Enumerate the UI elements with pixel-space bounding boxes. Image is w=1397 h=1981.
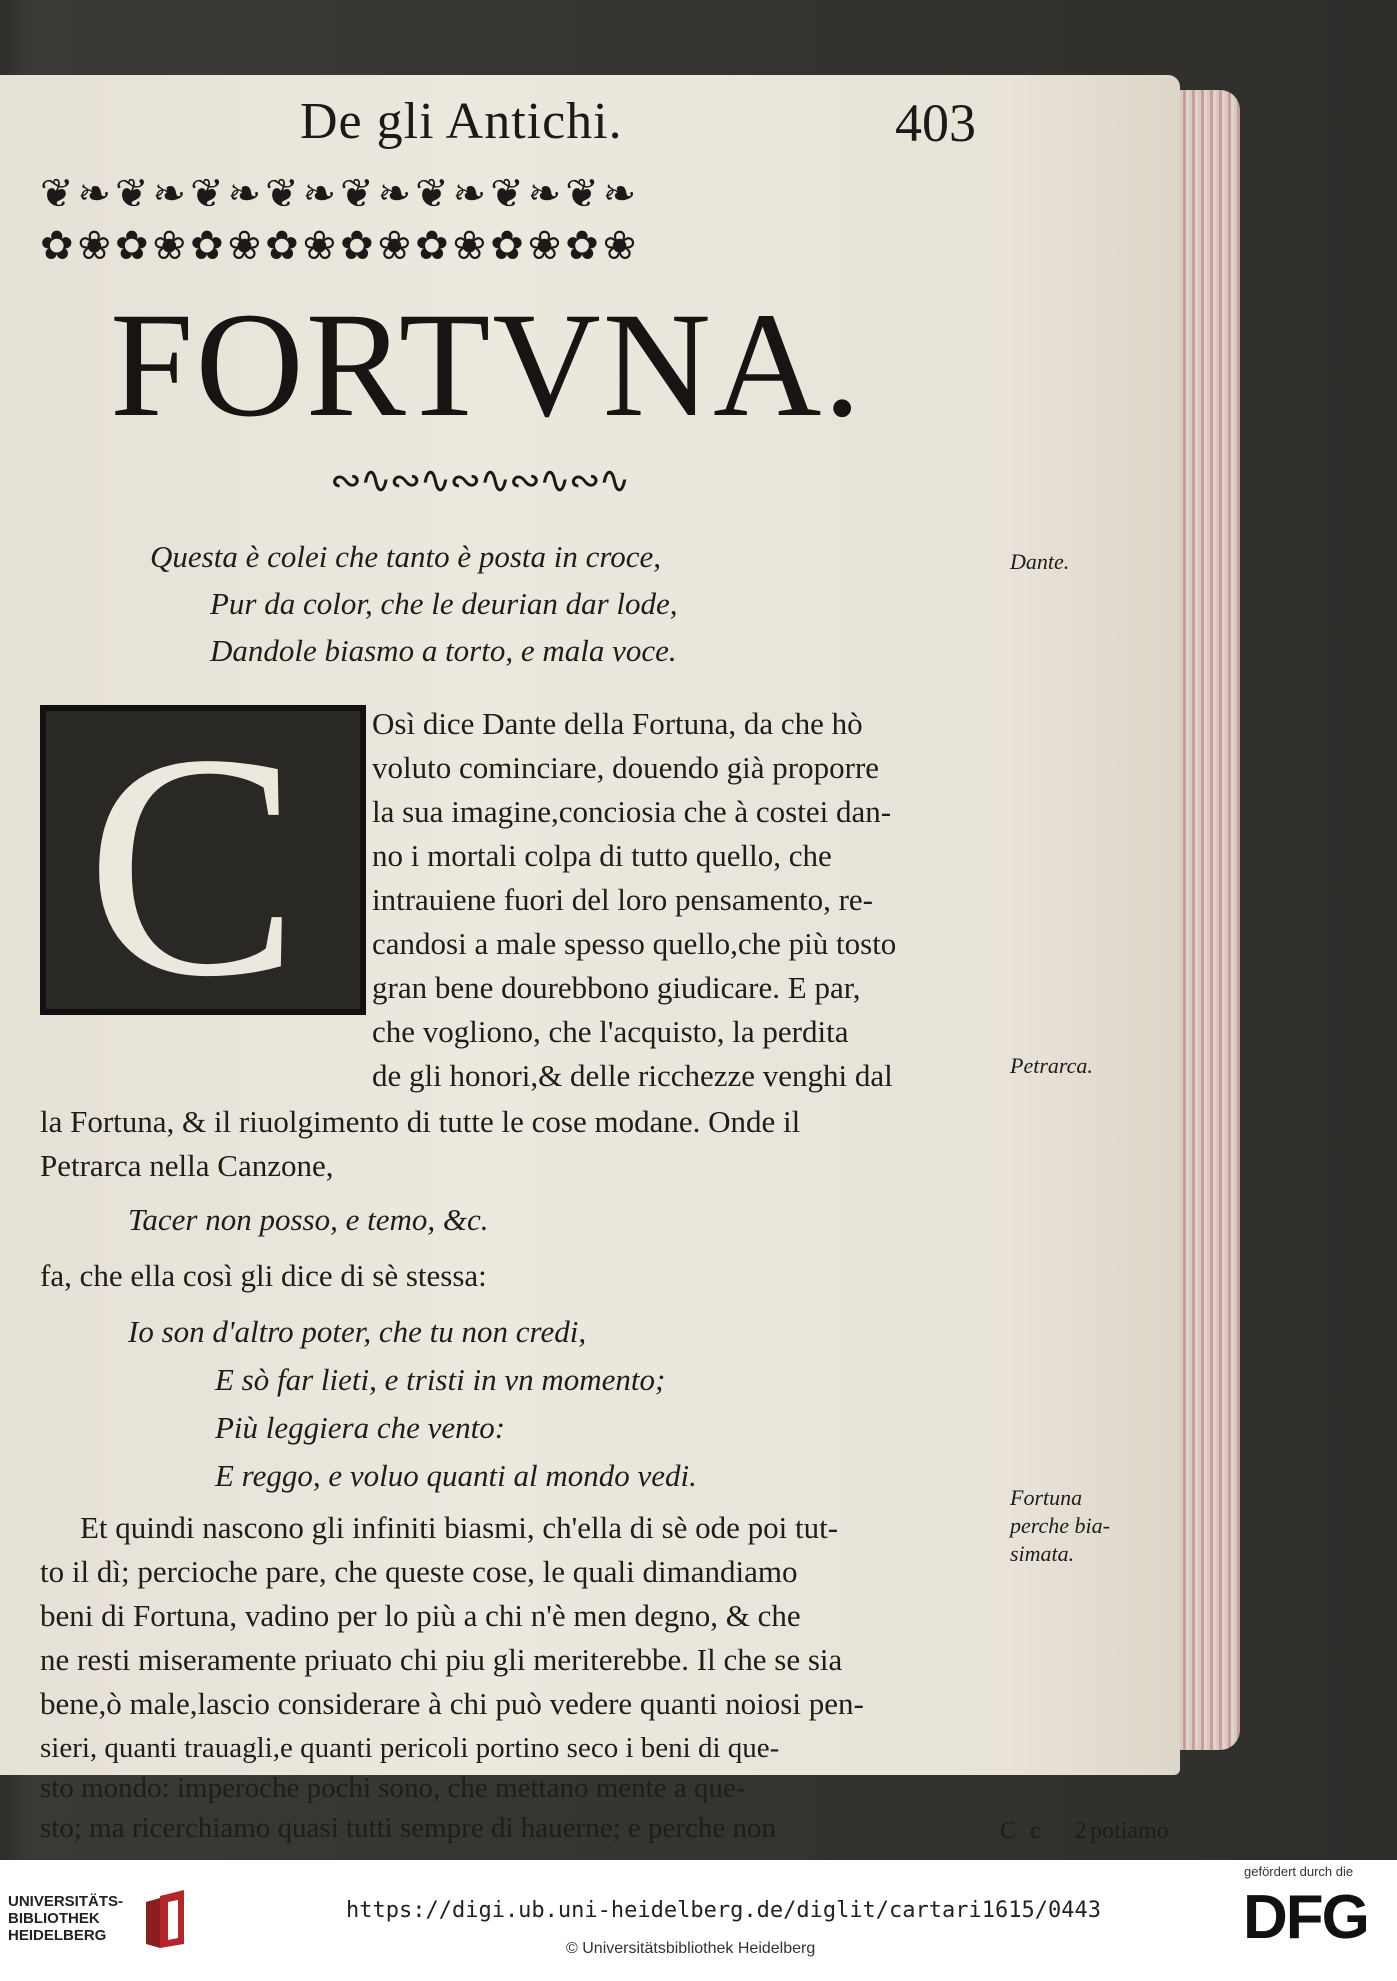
verse-line: Più leggiera che vento: [215,1410,506,1445]
verse-line: Io son d'altro poter, che tu non credi, [128,1314,587,1349]
body-line: Et quindi nascono gli infiniti biasmi, ch'ella di sè ode poi tut- [80,1510,839,1545]
library-logo-icon[interactable] [140,1888,190,1950]
initial-letter: C [86,705,300,1015]
body-line: fa, che ella così gli dice di sè stessa: [40,1258,487,1293]
verse-line: E sò far lieti, e tristi in vn momento; [215,1362,666,1397]
chapter-title: FORTVNA. [110,282,863,448]
margin-note-line: Fortuna [1010,1485,1083,1510]
library-name-line: UNIVERSITÄTS- [8,1893,124,1910]
margin-note-line: simata. [1010,1541,1075,1566]
body-line: de gli honori,& delle ricchezze venghi dal [372,1058,893,1093]
body-line: sto mondo: imperoche pochi sono, che mettano mente a que- [40,1772,746,1804]
body-line: sieri, quanti trauagli,e quanti pericoli portino seco i beni di que- [40,1732,780,1764]
body-line: sto; ma ricerchiamo quasi tutti sempre di hauerne; e perche non [40,1812,777,1844]
body-line: la sua imagine,conciosia che à costei dan- [372,794,892,829]
page-number: 403 [895,93,976,153]
body-line: Osì dice Dante della Fortuna, da che hò [372,706,863,741]
body-line: candosi a male spesso quello,che più tosto [372,926,897,961]
flourish-ornament: ∾∿∾∿∾∿∾∿∾∿ [330,458,629,502]
body-line: no i mortali colpa di tutto quello, che [372,838,832,873]
margin-note-petrarca: Petrarca. [1010,1053,1093,1078]
funding-note: gefördert durch die [1244,1864,1354,1879]
page-edge [1180,90,1240,1750]
dfg-logo[interactable]: DFG [1243,1883,1368,1952]
verse-line: Pur da color, che le deurian dar lode, [210,586,678,621]
body-line: intrauiene fuori del loro pensamento, re- [372,882,873,917]
signature-mark: Cc 2 [1000,1818,1101,1844]
ornament-band [40,168,960,278]
copyright-notice: © Universitätsbibliothek Heidelberg [566,1940,816,1957]
body-line: Petrarca nella Canzone, [40,1148,334,1183]
library-name-line: BIBLIOTHEK [8,1910,100,1927]
body-line: to il dì; percioche pare, che queste cose, le quali dimandiamo [40,1554,798,1589]
body-line: gran bene dourebbono giudicare. E par, [372,970,861,1005]
body-line: voluto cominciare, douendo già proporre [372,750,880,785]
decorated-initial [40,705,366,1015]
library-logo-text[interactable] [8,1893,123,1944]
verse-line: Tacer non posso, e temo, &c. [128,1202,489,1237]
body-line: ne resti miseramente priuato chi piu gli meriterebbe. Il che se sia [40,1642,843,1677]
body-line: la Fortuna, & il riuolgimento di tutte le cose modane. Onde il [40,1104,801,1139]
library-name-line: HEIDELBERG [8,1927,107,1944]
margin-note-dante: Dante. [1010,549,1070,574]
catchword: potiamo [1090,1818,1169,1844]
verse-line: Dandole biasmo a torto, e mala voce. [210,633,677,668]
ornament-row-top: ❦❧❦❧❦❧❦❧❦❧❦❧❦❧❦❧ [40,171,641,217]
verse-line: Questa è colei che tanto è posta in croce, [150,539,662,574]
margin-note-line: perche bia- [1010,1513,1110,1538]
verse-line: E reggo, e voluo quanti al mondo vedi. [215,1458,697,1493]
page-url-link[interactable]: https://digi.ub.uni-heidelberg.de/diglit/cartari1615/0443 [346,1898,1101,1923]
margin-note-fortuna [1010,1484,1110,1568]
body-line: che vogliono, che l'acquisto, la perdita [372,1014,849,1049]
running-head: De gli Antichi. [300,93,623,150]
ornament-row-bottom: ✿❀✿❀✿❀✿❀✿❀✿❀✿❀✿❀ [40,223,641,269]
body-line: bene,ò male,lascio considerare à chi può vedere quanti noiosi pen- [40,1686,864,1721]
body-line: beni di Fortuna, vadino per lo più a chi n'è men degno, & che [40,1598,801,1633]
